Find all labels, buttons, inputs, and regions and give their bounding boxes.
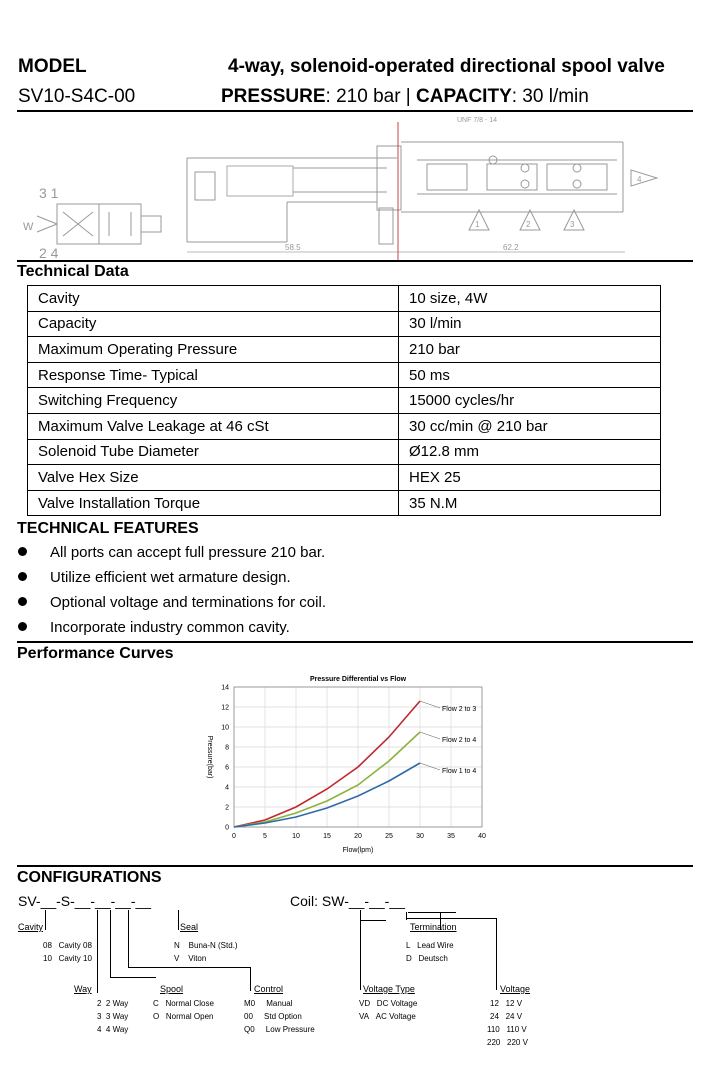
tech-label: Valve Installation Torque [28, 490, 399, 516]
voltage-title: Voltage [500, 984, 531, 994]
spool-option [153, 999, 214, 1008]
voltage-leader-v [496, 918, 497, 990]
tech-label: Capacity [28, 311, 399, 337]
series-label-3: Flow 1 to 4 [442, 768, 477, 775]
tech-value: HEX 25 [399, 465, 661, 491]
series-leader-2 [420, 732, 440, 739]
control-option [244, 1025, 315, 1034]
tech-row [28, 388, 661, 414]
bullet-icon [18, 597, 27, 606]
vtype-leader-h [360, 920, 386, 921]
bullet-icon [18, 572, 27, 581]
option-label: Deutsch [418, 954, 448, 963]
tech-value: 210 bar [399, 337, 661, 363]
x-tick-label: 35 [447, 833, 455, 840]
seal-option [174, 954, 206, 963]
way-option [97, 1025, 128, 1034]
port-label-2: 2 [526, 220, 531, 229]
x-tick-label: 15 [323, 833, 331, 840]
option-label: 2 Way [105, 999, 129, 1008]
term-leader-h [408, 912, 456, 913]
termination-title: Termination [410, 922, 457, 932]
cavity-leader [45, 910, 46, 930]
option-code: 24 [490, 1012, 499, 1021]
seal-leader [178, 910, 179, 930]
feature-item [18, 544, 325, 561]
option-label: Low Pressure [265, 1025, 315, 1034]
x-tick-label: 10 [292, 833, 300, 840]
tech-row [28, 490, 661, 516]
option-code: C [153, 999, 159, 1008]
option-code: 3 [97, 1012, 102, 1021]
chart-divider [17, 865, 693, 867]
tech-row [28, 362, 661, 388]
capacity-value: : 30 l/min [511, 86, 589, 107]
bullet-icon [18, 547, 27, 556]
x-tick-label: 30 [416, 833, 424, 840]
option-code: 00 [244, 1012, 253, 1021]
voltage-option [490, 1012, 522, 1021]
option-code: M0 [244, 999, 256, 1008]
y-tick-label: 0 [225, 824, 229, 832]
option-code: V [174, 954, 180, 963]
symbol-ports-top: 3 1 [39, 185, 59, 201]
series-label-1: Flow 2 to 3 [442, 706, 477, 713]
x-tick-label: 5 [263, 833, 267, 840]
option-code: D [406, 954, 412, 963]
tech-value: 35 N.M [399, 490, 661, 516]
drawing-divider [17, 260, 693, 262]
spool-leader-h [110, 977, 156, 978]
spool-leader [110, 910, 111, 978]
way-option [97, 999, 128, 1008]
tech-value: 15000 cycles/hr [399, 388, 661, 414]
option-code: 10 [43, 954, 52, 963]
option-label: 4 Way [105, 1025, 129, 1034]
cavity-title: Cavity [18, 922, 44, 932]
y-tick-label: 10 [221, 724, 229, 732]
features-divider [17, 641, 693, 643]
thread-label: UNF 7/8 - 14 [457, 117, 498, 124]
option-label: Lead Wire [417, 941, 454, 950]
feature-text: Utilize efficient wet armature design. [50, 569, 291, 586]
performance-title: Performance Curves [17, 645, 174, 662]
coil-code: Coil: SW-__-__-__ [290, 893, 405, 909]
x-axis-label: Flow(lpm) [342, 847, 374, 854]
cavity-option [43, 941, 92, 950]
control-option [244, 1012, 302, 1021]
technical-data-table [27, 285, 661, 516]
tech-row [28, 439, 661, 465]
seal-title: Seal [180, 922, 199, 932]
port-label-4: 4 [637, 175, 642, 184]
voltage-leader-h [406, 918, 496, 919]
option-label: DC Voltage [376, 999, 418, 1008]
tech-label: Switching Frequency [28, 388, 399, 414]
control-leader-h [128, 967, 250, 968]
option-label: Normal Close [165, 999, 214, 1008]
tech-row [28, 311, 661, 337]
cavity-option [43, 954, 92, 963]
valve-body-icon [187, 142, 657, 244]
option-code: O [153, 1012, 160, 1021]
option-code: N [174, 941, 180, 950]
option-code: VA [359, 1012, 370, 1021]
dim-right-label: 62.2 [503, 243, 519, 252]
option-code: 12 [490, 999, 499, 1008]
chart-title: Pressure Differential vs Flow [309, 676, 407, 683]
option-code: 2 [97, 999, 102, 1008]
option-label: Buna-N (Std.) [188, 941, 238, 950]
valve-code: SV-__-S-__-__-__-__ [18, 893, 152, 909]
tech-label: Cavity [28, 286, 399, 312]
option-label: 220 V [507, 1038, 528, 1047]
pressure-value: : 210 bar | [325, 86, 417, 107]
model-number: SV10-S4C-00 [18, 86, 136, 107]
tech-row [28, 413, 661, 439]
voltage-type-option [359, 1012, 416, 1021]
termination-option [406, 941, 454, 950]
y-tick-label: 14 [221, 684, 229, 692]
port-label-3: 3 [570, 220, 575, 229]
option-code: VD [359, 999, 371, 1008]
way-option [97, 1012, 128, 1021]
pressure-flow-chart [190, 668, 500, 860]
spool-title: Spool [160, 984, 184, 994]
bullet-icon [18, 622, 27, 631]
tech-label: Response Time- Typical [28, 362, 399, 388]
pressure-capacity-line [221, 86, 589, 108]
tech-row [28, 286, 661, 312]
option-label: Viton [188, 954, 207, 963]
vtype-leader [360, 910, 361, 990]
control-title: Control [254, 984, 284, 994]
model-label: MODEL [18, 56, 87, 77]
option-code: 4 [97, 1025, 102, 1034]
option-label: 110 V [506, 1025, 527, 1034]
voltage-option [490, 999, 522, 1008]
symbol-ports-bottom: 2 4 [39, 245, 59, 260]
valve-drawing [17, 112, 693, 260]
series-label-2: Flow 2 to 4 [442, 737, 477, 744]
tech-label: Maximum Operating Pressure [28, 337, 399, 363]
tech-value: 10 size, 4W [399, 286, 661, 312]
hydraulic-symbol-icon [37, 204, 161, 244]
y-tick-label: 6 [225, 764, 229, 772]
dim-left-label: 58.5 [285, 243, 301, 252]
option-code: 220 [487, 1038, 501, 1047]
product-title: 4-way, solenoid-operated directional spool valve [228, 56, 665, 77]
option-code: 08 [43, 941, 52, 950]
control-leader-v [250, 967, 251, 991]
option-code: Q0 [244, 1025, 255, 1034]
option-label: Std Option [264, 1012, 302, 1021]
tech-label: Valve Hex Size [28, 465, 399, 491]
voltage-option [487, 1038, 528, 1047]
way-title: Way [74, 984, 92, 994]
x-tick-label: 0 [232, 833, 236, 840]
voltage-option [487, 1025, 527, 1034]
option-label: 3 Way [105, 1012, 129, 1021]
y-tick-label: 2 [225, 804, 229, 812]
option-label: 12 V [505, 999, 523, 1008]
features-title: TECHNICAL FEATURES [17, 520, 199, 537]
option-code: 110 [487, 1025, 500, 1034]
termination-option [406, 954, 448, 963]
tech-value: 30 l/min [399, 311, 661, 337]
tech-label: Solenoid Tube Diameter [28, 439, 399, 465]
option-label: 24 V [505, 1012, 523, 1021]
tech-label: Maximum Valve Leakage at 46 cSt [28, 413, 399, 439]
symbol-w-label: W [23, 221, 34, 233]
option-code: L [406, 941, 411, 950]
y-tick-label: 12 [221, 704, 229, 712]
feature-text: Incorporate industry common cavity. [50, 619, 290, 636]
option-label: Manual [266, 999, 293, 1008]
pressure-label: PRESSURE [221, 86, 326, 107]
x-tick-label: 20 [354, 833, 362, 840]
tech-row [28, 465, 661, 491]
feature-text: Optional voltage and terminations for coil. [50, 594, 326, 611]
y-tick-label: 4 [225, 784, 229, 792]
y-axis-label: Pressure(bar) [206, 735, 213, 779]
control-option [244, 999, 293, 1008]
feature-text: All ports can accept full pressure 210 bar. [50, 544, 326, 561]
tech-value: 50 ms [399, 362, 661, 388]
x-tick-label: 25 [385, 833, 393, 840]
y-tick-label: 8 [225, 744, 229, 752]
way-leader [97, 910, 98, 993]
technical-data-title: Technical Data [17, 263, 129, 280]
option-label: Cavity 10 [58, 954, 92, 963]
option-label: Cavity 08 [58, 941, 92, 950]
tech-row [28, 337, 661, 363]
seal-option [174, 941, 238, 950]
capacity-label: CAPACITY [416, 86, 512, 107]
configurations-title: CONFIGURATIONS [17, 869, 162, 886]
tech-value: Ø12.8 mm [399, 439, 661, 465]
feature-item [18, 619, 290, 636]
feature-item [18, 594, 326, 611]
port-label-1: 1 [475, 220, 480, 229]
tech-value: 30 cc/min @ 210 bar [399, 413, 661, 439]
option-label: AC Voltage [375, 1012, 416, 1021]
spool-option [153, 1012, 213, 1021]
series-leader-3 [420, 763, 440, 770]
voltage-type-option [359, 999, 417, 1008]
x-tick-label: 40 [478, 833, 486, 840]
voltage-type-title: Voltage Type [363, 984, 415, 994]
feature-item [18, 569, 291, 586]
control-leader [128, 910, 129, 968]
option-label: Normal Open [165, 1012, 214, 1021]
